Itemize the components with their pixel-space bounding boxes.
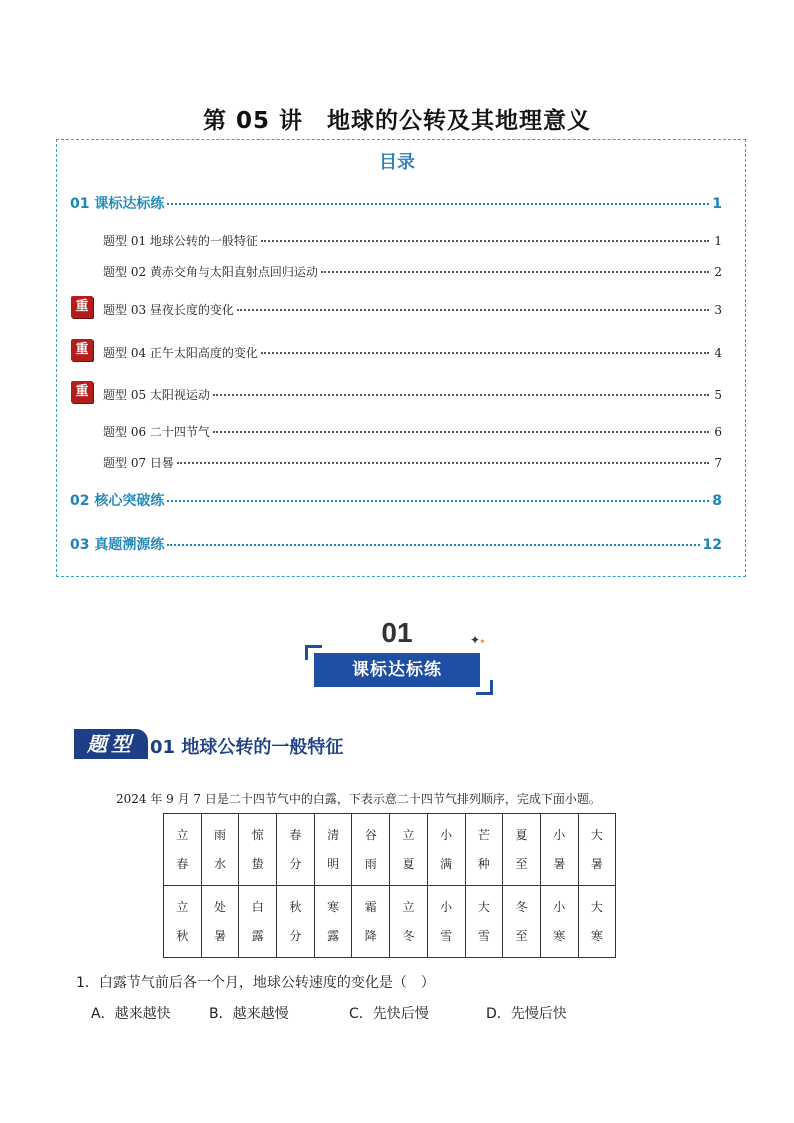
solar-term-cell — [239, 814, 277, 886]
toc-item-label: 题型 06 二十四节气 — [103, 425, 210, 439]
solar-term-char: 露 — [251, 928, 264, 943]
toc-item[interactable] — [70, 490, 722, 510]
solar-term-cell — [578, 886, 616, 958]
toc-item-page: 6 — [714, 425, 722, 439]
solar-term-char: 雨 — [364, 856, 377, 871]
question-type-title: 01 地球公转的一般特征 — [150, 737, 344, 758]
solar-term-char: 春 — [289, 827, 302, 842]
toc-item-page: 3 — [714, 303, 722, 317]
solar-term-char: 小 — [440, 899, 453, 914]
solar-term-char: 秋 — [176, 928, 189, 943]
toc-item-page: 5 — [714, 388, 722, 402]
toc-leader-dots — [213, 431, 709, 433]
toc-item-label: 题型 07 日晷 — [103, 456, 174, 470]
solar-term-char: 满 — [440, 856, 453, 871]
toc-leader-dots — [167, 500, 709, 502]
toc-item-label: 题型 03 昼夜长度的变化 — [103, 303, 234, 317]
toc-item[interactable] — [103, 386, 722, 403]
solar-term-char: 暑 — [553, 856, 566, 871]
solar-term-char: 小 — [553, 827, 566, 842]
solar-term-char: 雨 — [214, 827, 227, 842]
toc-item-page: 2 — [714, 265, 722, 279]
toc-item[interactable] — [70, 534, 722, 554]
solar-term-char: 立 — [176, 827, 189, 842]
solar-term-cell — [465, 886, 503, 958]
toc-item-page: 4 — [714, 346, 722, 360]
important-badge-icon: 重 — [71, 339, 93, 361]
solar-term-char: 明 — [327, 856, 340, 871]
solar-term-cell — [540, 814, 578, 886]
toc-item-label: 01 课标达标练 — [70, 196, 165, 212]
solar-term-char: 芒 — [477, 827, 490, 842]
solar-term-cell — [314, 814, 352, 886]
solar-term-cell — [390, 886, 428, 958]
solar-term-cell — [164, 886, 202, 958]
solar-term-char: 寒 — [590, 928, 603, 943]
solar-terms-table — [163, 813, 616, 958]
solar-term-char: 立 — [176, 899, 189, 914]
solar-term-char: 惊 — [251, 827, 264, 842]
solar-term-char: 寒 — [327, 899, 340, 914]
option-d[interactable]: D．先慢后快 — [486, 1006, 567, 1022]
toc-item-label: 02 核心突破练 — [70, 493, 165, 509]
solar-term-char: 寒 — [553, 928, 566, 943]
toc-item-page: 12 — [702, 537, 722, 553]
solar-term-char: 分 — [289, 928, 302, 943]
toc-item-label: 题型 02 黄赤交角与太阳直射点回归运动 — [103, 265, 318, 279]
solar-term-char: 降 — [364, 928, 377, 943]
toc-item[interactable] — [70, 193, 722, 213]
solar-term-char: 小 — [440, 827, 453, 842]
solar-term-char: 冬 — [515, 899, 528, 914]
question-intro: 2024 年 9 月 7 日是二十四节气中的白露，下表示意二十四节气排列顺序，完成下面小题。 — [116, 792, 601, 806]
important-badge-icon: 重 — [71, 296, 93, 318]
solar-term-char: 立 — [402, 827, 415, 842]
solar-term-char: 谷 — [364, 827, 377, 842]
solar-term-cell — [201, 814, 239, 886]
solar-term-char: 冬 — [402, 928, 415, 943]
option-a[interactable]: A．越来越快 — [91, 1006, 171, 1022]
solar-term-char: 至 — [515, 928, 528, 943]
solar-term-char: 种 — [477, 856, 490, 871]
solar-term-char: 霜 — [364, 899, 377, 914]
toc-leader-dots — [167, 203, 709, 205]
toc-item[interactable] — [103, 232, 722, 249]
option-b[interactable]: B．越来越慢 — [209, 1006, 289, 1022]
solar-term-char: 暑 — [590, 856, 603, 871]
question-type-badge: 题型 — [74, 729, 148, 759]
solar-term-char: 分 — [289, 856, 302, 871]
toc-item-page: 1 — [714, 234, 722, 248]
solar-term-cell — [201, 886, 239, 958]
solar-term-char: 蛰 — [251, 856, 264, 871]
solar-term-cell — [390, 814, 428, 886]
toc-item[interactable] — [103, 263, 722, 280]
solar-term-cell — [503, 886, 541, 958]
toc-item-label: 03 真题溯源练 — [70, 537, 165, 553]
toc-item-page: 1 — [712, 196, 722, 212]
section-banner: 课标达标练 — [314, 653, 480, 687]
solar-term-cell — [239, 886, 277, 958]
solar-term-cell — [164, 814, 202, 886]
solar-term-char: 小 — [553, 899, 566, 914]
solar-term-char: 大 — [477, 899, 490, 914]
toc-item[interactable] — [103, 454, 722, 471]
solar-term-cell — [314, 886, 352, 958]
solar-term-char: 水 — [214, 856, 227, 871]
solar-term-cell — [540, 886, 578, 958]
solar-term-char: 雪 — [477, 928, 490, 943]
table-row — [164, 814, 616, 886]
important-badge-icon: 重 — [71, 381, 93, 403]
toc-leader-dots — [177, 462, 709, 464]
solar-term-cell — [578, 814, 616, 886]
toc-leader-dots — [261, 352, 709, 354]
solar-term-cell — [427, 814, 465, 886]
toc-item-page: 7 — [714, 456, 722, 470]
sparkle-icon: ✦ — [479, 637, 486, 646]
solar-term-cell — [352, 814, 390, 886]
solar-term-char: 雪 — [440, 928, 453, 943]
solar-term-char: 大 — [590, 899, 603, 914]
solar-term-cell — [503, 814, 541, 886]
solar-term-cell — [277, 886, 315, 958]
solar-term-char: 夏 — [402, 856, 415, 871]
toc-item-page: 8 — [712, 493, 722, 509]
solar-term-char: 露 — [327, 928, 340, 943]
solar-term-cell — [465, 814, 503, 886]
solar-term-char: 春 — [176, 856, 189, 871]
toc-leader-dots — [167, 544, 699, 546]
solar-term-char: 大 — [590, 827, 603, 842]
section-number: 01 — [381, 617, 413, 648]
toc-leader-dots — [237, 309, 709, 311]
toc-leader-dots — [321, 271, 709, 273]
solar-term-char: 至 — [515, 856, 528, 871]
option-c[interactable]: C．先快后慢 — [349, 1006, 429, 1022]
solar-term-char: 立 — [402, 899, 415, 914]
toc-item[interactable] — [103, 301, 722, 318]
solar-term-char: 暑 — [214, 928, 227, 943]
toc-heading: 目录 — [379, 152, 415, 173]
solar-term-cell — [277, 814, 315, 886]
solar-term-char: 处 — [214, 899, 227, 914]
toc-leader-dots — [261, 240, 709, 242]
toc-item-label: 题型 05 太阳视运动 — [103, 388, 210, 402]
question-stem: 1．白露节气前后各一个月，地球公转速度的变化是（ ） — [76, 975, 435, 991]
toc-item-label: 题型 01 地球公转的一般特征 — [103, 234, 258, 248]
solar-term-cell — [427, 886, 465, 958]
table-row — [164, 886, 616, 958]
solar-term-char: 清 — [327, 827, 340, 842]
sparkle-icon: ✦ — [470, 633, 481, 647]
solar-term-char: 白 — [251, 899, 264, 914]
toc-item[interactable] — [103, 423, 722, 440]
toc-item[interactable] — [103, 344, 722, 361]
solar-term-char: 秋 — [289, 899, 302, 914]
toc-leader-dots — [213, 394, 709, 396]
toc-item-label: 题型 04 正午太阳高度的变化 — [103, 346, 258, 360]
solar-term-cell — [352, 886, 390, 958]
document-title: 第 05 讲 地球的公转及其地理意义 — [202, 108, 592, 134]
solar-term-char: 夏 — [515, 827, 528, 842]
